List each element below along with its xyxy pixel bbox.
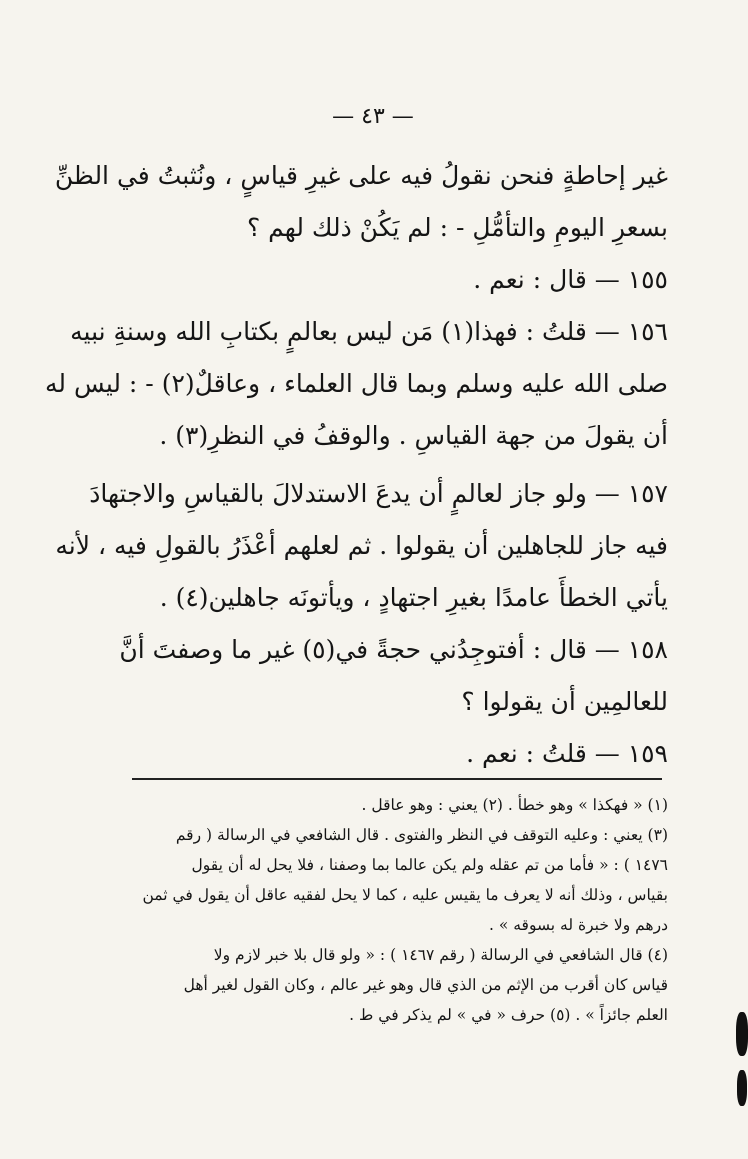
scan-mark: [736, 1012, 748, 1056]
footnote-line: بقياس ، وذلك أنه لا يعرف ما يقيس عليه ، كما لا يحل لفقيه عاقل أن يقول في ثمن: [142, 886, 668, 904]
footnotes: [128, 790, 668, 1030]
footnote-line: (١) « فهكذا » وهو خطأ . (٢) يعني : وهو عاقل .: [361, 796, 668, 814]
footnote-line: (٣) يعني : وعليه التوقف في النظر والفتوى . قال الشافعي في الرسالة ( رقم: [175, 826, 668, 844]
footnote-divider: [132, 778, 662, 780]
scan-mark: [737, 1070, 747, 1106]
text-line: ١٥٩ — قلتُ : نعم .: [466, 739, 668, 768]
text-line: ١٥٦ — قلتُ : فهذا(١) مَن ليس بعالمٍ بكتابِ الله وسنةِ نبيه: [70, 317, 668, 346]
text-line: يأتي الخطأَ عامدًا بغيرِ اجتهادٍ ، ويأتونَه جاهلين(٤) .: [159, 583, 668, 612]
text-line: للعالمِين أن يقولوا ؟: [461, 687, 668, 716]
footnote-line: (٤) قال الشافعي في الرسالة ( رقم ١٤٦٧ ) : « ولو قال بلا خبر لازم ولا: [213, 946, 668, 964]
footnote-line: العلم جائزاً » . (٥) حرف « في » لم يذكر في ط .: [349, 1006, 668, 1024]
footnote-line: ١٤٧٦ ) : « فأما من تم عقله ولم يكن عالما بما وصفنا ، فلا يحل له أن يقول: [191, 856, 668, 874]
footnote-line: درهم ولا خبرة له بسوقه » .: [488, 916, 668, 934]
text-line: بسعرِ اليومِ والتأمُّلِ - : لم يَكُنْ ذلك لهم ؟: [246, 213, 668, 242]
footnote-line: قياس كان أقرب من الإثم من الذي قال وهو غير عالم ، وكان القول لغير أهل: [183, 976, 668, 994]
text-line: ١٥٧ — ولو جاز لعالمٍ أن يدعَ الاستدلالَ بالقياسِ والاجتهادَ: [89, 479, 668, 508]
main-text: [44, 150, 668, 780]
text-line: غير إحاطةٍ فنحن نقولُ فيه على غيرِ قياسٍ ، ونُثبتُ في الظنِّ: [54, 161, 668, 190]
text-line: فيه جاز للجاهلين أن يقولوا . ثم لعلهم أعْذَرُ بالقولِ فيه ، لأنه: [55, 531, 668, 560]
text-line: ١٥٨ — قال : أفتوجِدُني حجةً في(٥) غير ما وصفتَ أنَّ: [119, 635, 668, 664]
text-line: أن يقولَ من جهة القياسِ . والوقفُ في النظرِ(٣) .: [159, 421, 668, 450]
text-line: ١٥٥ — قال : نعم .: [473, 265, 668, 294]
text-line: صلى الله عليه وسلم وبما قال العلماء ، وعاقلٌ(٢) - : ليس له: [44, 369, 668, 398]
page-number: — ٤٣ —: [332, 104, 414, 129]
